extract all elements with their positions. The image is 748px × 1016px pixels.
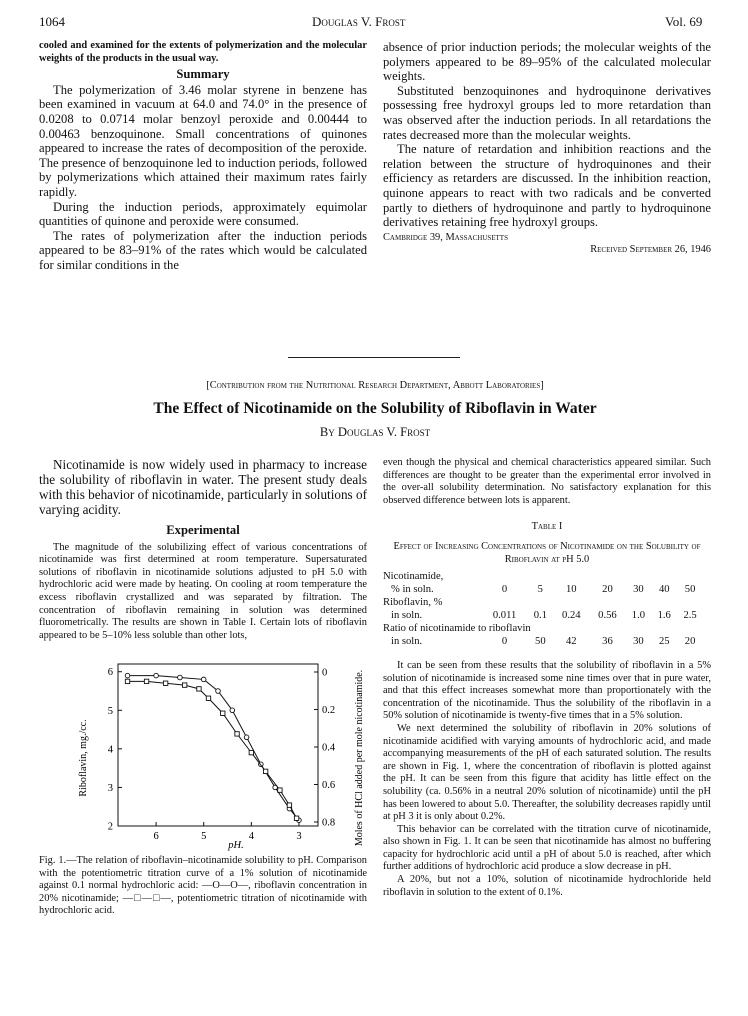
table-row-label: Ratio of nicotinamide to riboflavin (383, 622, 531, 634)
y-tick-label: 5 (107, 705, 113, 717)
table-caption: Effect of Increasing Concentrations of Nicotinamide on the Solubility of Riboflavin at pH 5.0 (393, 540, 701, 565)
article-left-column (39, 457, 367, 642)
data-point-square (163, 681, 167, 685)
running-author: Douglas V. Frost (312, 14, 406, 29)
data-point-circle (125, 673, 130, 678)
introduction: Nicotinamide is now widely used in pharmacy to increase the solubility of riboflavin in water. The present study deals with this behavior of nicotinamide, particularly in solutions of varying acidity. (39, 457, 367, 517)
data-point-circle (178, 675, 183, 680)
table-cell: 50 (535, 635, 546, 647)
table-cell: 42 (566, 635, 577, 647)
data-point-square (125, 679, 129, 683)
data-point-square (278, 788, 282, 792)
table-row (383, 622, 703, 635)
table-cell: 0.011 (492, 609, 517, 621)
table-cell: 0.1 (533, 609, 547, 621)
data-point-square (182, 683, 186, 687)
y2-tick-label: 0 (322, 667, 328, 679)
article-right-column (383, 457, 711, 899)
y-tick-label: 2 (107, 821, 113, 833)
volume: Vol. 69 (665, 14, 703, 29)
article-byline: By Douglas V. Frost (319, 425, 431, 439)
table-row (383, 583, 703, 596)
table-row-label: % in soln. (391, 583, 434, 595)
prev-closing-note: cooled and examined for the extents of polymerization and the molecular weights of the products in the usual way. (39, 40, 367, 64)
x-tick-label: 5 (201, 831, 207, 842)
summary-paragraph-2: During the induction periods, approximately equimolar quantities of quinone and peroxide were consumed. (39, 199, 367, 229)
data-point-circle (154, 673, 159, 678)
received-date: Received September 26, 1946 (590, 244, 711, 256)
summary-paragraph-1: The polymerization of 3.46 molar styrene in benzene has been examined in vacuum at 64.0 and 74.0° in the presence of 0.0208 to 0.0714 molar benzoyl peroxide and 0.00444 to 0.00463 benzoquinone. Small concentrations of quinones appeared to increase the rates of decomposition of the peroxide. The presence of benzoquinone led to induction periods, followed by polymerizations which attained their maximum rates fairly rapidly. (39, 82, 367, 199)
author-address: Cambridge 39, Massachusetts (383, 231, 508, 243)
data-point-square (263, 769, 267, 773)
table-cell: 25 (658, 635, 670, 647)
y-tick-label: 4 (107, 744, 113, 756)
article-title: The Effect of Nicotinamide on the Solubility of Riboflavin in Water (153, 400, 597, 417)
summary-paragraph-4: Substituted benzoquinones and hydroquinone derivatives possessing free hydroxyl groups led to more retardation than was observed after the induction periods. In all retardations the rates decreased more than the molecular weights. (383, 83, 711, 142)
table-cell: 36 (602, 635, 613, 647)
table-cell: 0.56 (598, 609, 617, 621)
y-tick-label: 6 (107, 667, 113, 679)
y2-tick-label: 0.4 (322, 742, 336, 754)
table-cell: 30 (633, 635, 644, 647)
table-cell: 50 (684, 583, 696, 595)
experimental-heading: Experimental (166, 523, 240, 537)
table-row (383, 635, 703, 648)
x-tick-label: 4 (248, 831, 254, 842)
section-divider (288, 357, 460, 358)
summary-continued: absence of prior induction periods; the molecular weights of the polymers appeared to be 89–95% of the calculated molecular weights. (383, 40, 711, 84)
table-row-label: Riboflavin, % (383, 596, 443, 608)
table-cell: 0.24 (562, 609, 581, 621)
y-axis-label: Riboflavin, mg./cc. (78, 719, 89, 797)
x-tick-label: 3 (296, 831, 302, 842)
data-point-square (249, 750, 253, 754)
table-cell: 10 (566, 583, 577, 595)
summary-heading: Summary (176, 67, 230, 82)
data-point-square (287, 803, 291, 807)
contribution-line: [Contribution from the Nutritional Research Department, Abbott Laboratories] (206, 380, 544, 391)
table-row-label: Nicotinamide, (383, 570, 444, 582)
table-row (383, 609, 703, 622)
x-axis-label: pH. (228, 840, 244, 851)
table-cell: 40 (658, 583, 670, 595)
summary-paragraph-3: The rates of polymerization after the induction periods appeared to be 83–91% of the rates which would be calculated for similar conditions in the (39, 228, 367, 272)
data-point-square (235, 732, 239, 736)
table-cell: 2.5 (683, 609, 697, 621)
y2-tick-label: 0.8 (322, 817, 336, 829)
prev-left-column (39, 40, 367, 273)
table-cell: 1.0 (631, 609, 646, 621)
figure-1-caption: Fig. 1.—The relation of riboflavin–nicotinamide solubility to pH. Comparison with the potentiometric titration curve of a 1% solution of nicotinamide against 0.1 normal hydrochloric acid: —O—O—, riboflavin concentration in 20% nicotinamide; —□—□—, potentiometric titration of nicotinamide with hydrochloric acid. (39, 855, 367, 917)
table-cell: 30 (633, 583, 644, 595)
y-tick-label: 3 (107, 782, 113, 794)
series-line-2 (128, 681, 297, 818)
table-row-label: in soln. (391, 635, 423, 647)
table-cell: 0 (501, 635, 508, 647)
table-row-label: in soln. (391, 609, 423, 621)
table-1 (383, 570, 703, 648)
table-cell: 20 (684, 635, 696, 647)
table-cell: 5 (537, 583, 543, 595)
table-cell: 1.6 (657, 609, 671, 621)
data-point-square (294, 816, 298, 820)
data-point-circle (216, 689, 221, 694)
solubility-note: even though the physical and chemical characteristics appeared similar. Such differences are thought to be greater than the experimental error involved in the over-all solubility determination. No satisfactory explanation for this observed difference between lots is apparent. (383, 457, 711, 506)
page-number: 1064 (39, 14, 65, 29)
discussion-paragraph-4: A 20%, but not a 10%, solution of nicotinamide hydrochloride held riboflavin in solution to the extent of 0.1%. (383, 874, 711, 898)
y2-axis-label: Moles of HCl added per mole nicotinamide. (354, 669, 365, 847)
data-point-circle (244, 735, 249, 740)
discussion-paragraph-3: This behavior can be correlated with the titration curve of nicotinamide, also shown in Fig. 1. It can be seen that nicotinamide has almost no buffering capacity for hydrochloric acid until a pH of about 5.0 is reached, after which further additions of hydrochloric acid produce a slow decrease in pH. (383, 823, 711, 873)
table-label: Table I (531, 521, 563, 533)
table-cell: 20 (602, 583, 613, 595)
data-point-square (144, 679, 148, 683)
data-point-square (221, 711, 225, 715)
y2-tick-label: 0.6 (322, 780, 336, 791)
figure-1-chart (40, 656, 366, 851)
discussion-paragraph-1: It can be seen from these results that the solubility of riboflavin in a 5% solution of nicotinamide is increased some nine times over that in pure water, and that this effect increases somewhat more than proportionately with the concentration of the nicotinamide. Thus the solubility of the riboflavin in a 50% solution of nicotinamide is twenty-five times that in a 5% solution. (383, 659, 711, 722)
table-cell: 0 (501, 583, 508, 595)
prev-right-column (383, 40, 711, 257)
summary-paragraph-5: The nature of retardation and inhibition reactions and the relation between the structure of hydroquinones and their efficiency as retarders are discussed. In the inhibition reaction, quinone appears to react with two radicals and be converted partly to diethers of hydroquinone and partly to hydroquinone derivatives retaining free hydroxyl groups. (383, 142, 711, 230)
y2-tick-label: 0.2 (322, 705, 336, 716)
data-point-circle (230, 708, 235, 713)
experimental-paragraph: The magnitude of the solubilizing effect of various concentrations of nicotinamide was first determined at room temperature. Supersaturated solutions of riboflavin in nicotinamide solutions adjusted to pH 5.0 with hydrochloric acid were made by heating. On cooling at room temperature the excess riboflavin crystallized and was separated by filtration. The concentration of riboflavin remaining in solution was determined fluorometrically. The results are shown in Table I. Certain lots of riboflavin appeared to be 5–10% less soluble than other lots, (39, 541, 367, 641)
data-point-square (206, 696, 210, 700)
data-point-square (197, 687, 201, 691)
series-line-1 (128, 676, 299, 821)
data-point-circle (201, 677, 206, 682)
table-row (383, 570, 703, 583)
discussion-paragraph-2: We next determined the solubility of riboflavin in 20% solutions of nicotinamide acidified with varying amounts of hydrochloric acid, and made accompanying measurements of the pH of each saturated solution. The results are shown in Fig. 1, where the concentration of riboflavin is plotted against the pH. It can be seen from this figure that acidity has little effect on the solubility (ca. 0.56% in a neutral 20% solution of nicotinamide) until the pH has been lowered to about 5.0. Thereafter, the solubility decreases rapidly until at pH 3 it is only about 0.2%. (383, 722, 711, 823)
table-row (383, 596, 703, 609)
x-tick-label: 6 (153, 831, 159, 842)
